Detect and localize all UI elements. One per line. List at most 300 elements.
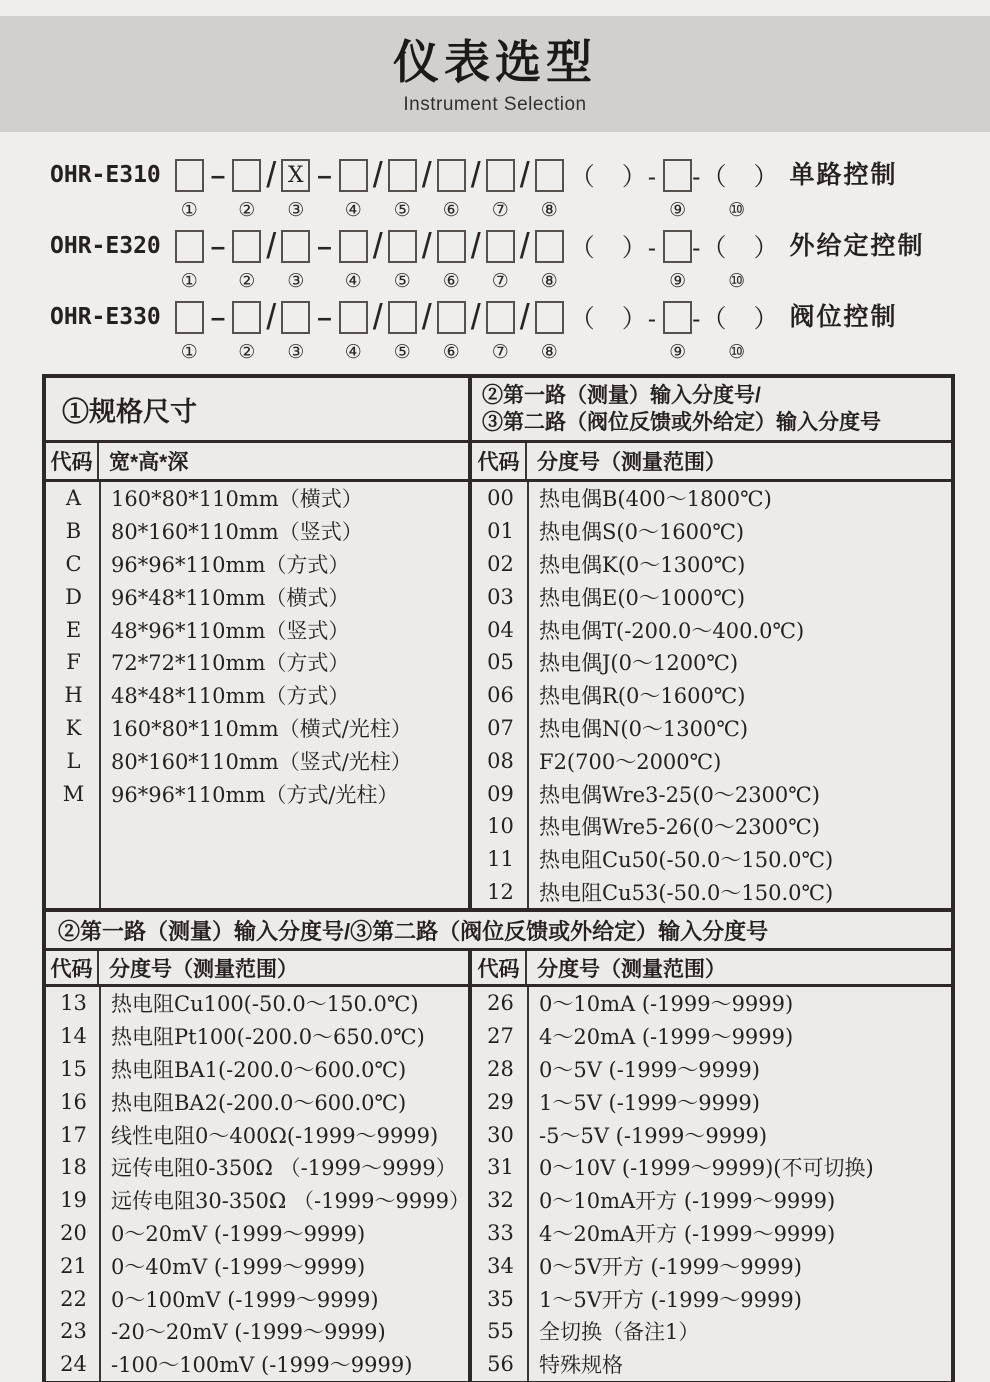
circled-number: ⑦: [491, 270, 509, 292]
code-cell: 26: [487, 991, 514, 1016]
title-banner: [0, 16, 990, 132]
table-row: [472, 777, 951, 810]
separator-column: [368, 225, 388, 294]
description-cell: 72*72*110mm（方式）: [111, 651, 350, 676]
separator-column: [310, 158, 338, 223]
model-name-column: [50, 158, 175, 223]
code-cell: E: [65, 617, 82, 642]
code-cell: 06: [487, 683, 514, 708]
table-row: [472, 1020, 951, 1053]
description-cell: 特殊规格: [539, 1353, 623, 1378]
code-cell: 33: [487, 1220, 514, 1245]
dash-paren-separator: -（ ）: [692, 163, 780, 191]
description-cell: 160*80*110mm（横式/光柱）: [111, 716, 412, 741]
description-cell: 热电阻BA2(-200.0～600.0℃): [111, 1090, 407, 1115]
table2-body: [46, 987, 951, 1381]
dash-separator: –: [317, 301, 332, 332]
model-name: OHR-E320: [50, 233, 161, 259]
code-cell: 03: [487, 584, 514, 609]
table2-header: ②第一路（测量）输入分度号/③第二路（阀位反馈或外给定）输入分度号: [46, 912, 951, 951]
code-box: [486, 230, 515, 263]
description-cell: 线性电阻0～400Ω(-1999～9999): [111, 1123, 439, 1148]
slash-separator: /: [519, 296, 530, 337]
code-cell: 20: [60, 1220, 87, 1245]
column-header-range: 分度号（测量范围）: [99, 951, 472, 984]
code-box: [663, 159, 692, 192]
description-cell: 80*160*110mm（竖式/光柱）: [111, 749, 412, 774]
table-row: [46, 1151, 468, 1184]
code-position-3: [281, 229, 310, 294]
circled-number: ⑥: [442, 199, 460, 221]
code-box: [535, 230, 564, 263]
table1-body: [46, 482, 951, 908]
table2-column-header: [46, 951, 951, 987]
circled-number: ⑨: [669, 199, 687, 221]
table-row: [472, 679, 951, 712]
code-cell: 11: [487, 847, 514, 872]
model-type-label: 阀位控制: [789, 303, 898, 331]
table-row: [46, 482, 468, 515]
description-cell: 远传电阻0-350Ω （-1999～9999）: [111, 1156, 457, 1181]
code-position-7: [486, 158, 515, 223]
code-box: [535, 301, 564, 334]
model-label-column: [779, 158, 897, 223]
circled-number: ②: [238, 341, 256, 363]
code-box-x: [281, 301, 310, 334]
code-cell: 29: [487, 1089, 514, 1114]
table1-left-half: [46, 482, 472, 908]
table-row: [472, 1217, 951, 1250]
description-cell: 96*96*110mm（方式）: [111, 552, 350, 577]
code-cell: 00: [487, 486, 514, 511]
code-cell: 27: [487, 1024, 514, 1049]
code-cell: 10: [487, 814, 514, 839]
description-cell: 热电阻BA1(-200.0～600.0℃): [111, 1057, 407, 1082]
slash-separator: /: [421, 154, 432, 195]
circled-number: ⑤: [393, 270, 411, 292]
table1-column-header: [46, 443, 951, 482]
table-row: [472, 843, 951, 876]
description-cell: 0～5V (-1999～9999): [539, 1057, 760, 1082]
description-cell: 远传电阻30-350Ω （-1999～9999）: [111, 1189, 470, 1214]
circled-number: ⑥: [442, 341, 460, 363]
description-cell: 0～10mA开方 (-1999～9999): [539, 1189, 836, 1214]
circled-number: ①: [180, 270, 198, 292]
code-box: [175, 230, 204, 263]
code-cell: 08: [487, 748, 514, 773]
circled-number: ⑩: [728, 270, 746, 292]
table-row: [46, 1085, 468, 1118]
code-box: [437, 159, 466, 192]
slash-separator: /: [372, 225, 383, 266]
code-cell: 18: [60, 1155, 87, 1180]
code-cell: 56: [487, 1352, 514, 1377]
table-row: [472, 1315, 951, 1348]
dash-paren-separator: -（ ）: [692, 305, 780, 333]
table-row: [46, 1053, 468, 1086]
code-cell: C: [65, 551, 82, 576]
separator-column: [564, 158, 663, 223]
table-row: [472, 1151, 951, 1184]
code-box: [535, 159, 564, 192]
table-row: [472, 744, 951, 777]
code-cell: 07: [487, 715, 514, 740]
slash-separator: /: [372, 296, 383, 337]
model-line: [50, 154, 970, 229]
description-cell: 48*96*110mm（竖式）: [111, 618, 350, 643]
table-row: [472, 810, 951, 843]
description-cell: 热电阻Cu50(-50.0～150.0℃): [539, 848, 834, 873]
table1-header-right-line1: ②第一路（测量）输入分度号/: [482, 384, 761, 407]
table-row: [46, 1249, 468, 1282]
description-cell: 48*48*110mm（方式）: [111, 684, 350, 709]
circled-number: ②: [238, 199, 256, 221]
separator-column: [204, 300, 232, 365]
spec-table-2: [42, 908, 955, 1382]
code-box: [437, 301, 466, 334]
model-label-column: [779, 229, 924, 294]
code-box: [339, 159, 368, 192]
code-box: [232, 159, 261, 192]
description-cell: 热电偶S(0～1600℃): [539, 520, 745, 545]
code-box: [232, 230, 261, 263]
separator-column: [261, 154, 281, 223]
separator-column: [417, 296, 437, 365]
circled-number: ④: [344, 199, 362, 221]
description-cell: 热电阻Cu100(-50.0～150.0℃): [111, 992, 419, 1017]
description-cell: 热电偶K(0～1300℃): [539, 552, 746, 577]
table1-header-right: [472, 378, 951, 440]
circled-number: ⑧: [540, 270, 558, 292]
circled-number: ①: [180, 341, 198, 363]
code-box: [388, 230, 417, 263]
code-box: [232, 301, 261, 334]
table-row: [46, 777, 468, 810]
circled-number: ⑦: [491, 341, 509, 363]
description-cell: 热电偶J(0～1200℃): [539, 651, 739, 676]
dash-separator: –: [317, 230, 332, 261]
table-row: [46, 987, 468, 1020]
column-header-code: 代码: [472, 443, 527, 479]
code-position-3: [281, 158, 310, 223]
code-cell: 31: [487, 1155, 514, 1180]
table-row: [472, 482, 951, 515]
table-row: [472, 1249, 951, 1282]
description-cell: 1～5V (-1999～9999): [539, 1090, 760, 1115]
description-cell: 热电阻Cu53(-50.0～150.0℃): [539, 880, 834, 905]
table-row: [46, 515, 468, 548]
model-code-lines: [50, 154, 970, 371]
code-position-5: [388, 158, 417, 223]
table-row: [46, 679, 468, 712]
spec-table-1: [42, 374, 955, 912]
slash-separator: /: [519, 154, 530, 195]
table-row: [472, 515, 951, 548]
separator-column: [515, 225, 535, 294]
description-cell: 96*96*110mm（方式/光柱）: [111, 782, 399, 807]
code-position-2: [232, 229, 261, 294]
table-row: [46, 1282, 468, 1315]
table-row: [46, 1315, 468, 1348]
description-cell: -5～5V (-1999～9999): [539, 1123, 768, 1148]
code-cell: 05: [487, 650, 514, 675]
description-cell: 热电阻Pt100(-200.0～650.0℃): [111, 1025, 425, 1050]
code-position-9: [663, 229, 692, 294]
separator-column: [261, 225, 281, 294]
code-position-9: [663, 158, 692, 223]
code-cell: H: [64, 683, 83, 708]
separator-column: [466, 154, 486, 223]
model-label-column: [779, 300, 897, 365]
description-cell: 全切换（备注1）: [539, 1320, 700, 1345]
model-line: [50, 296, 970, 371]
table-row: [472, 712, 951, 745]
dash-separator: –: [210, 230, 226, 261]
model-name: OHR-E330: [50, 304, 161, 330]
circled-number: ④: [344, 341, 362, 363]
code-position-2: [232, 158, 261, 223]
table-row: [46, 744, 468, 777]
code-cell: 19: [60, 1188, 87, 1213]
code-cell: 30: [487, 1122, 514, 1147]
code-cell: K: [65, 715, 82, 740]
description-cell: -20～20mV (-1999～9999): [111, 1320, 386, 1345]
code-position-6: [437, 158, 466, 223]
code-cell: 32: [487, 1188, 514, 1213]
code-position-10: [692, 300, 779, 365]
column-header-range: 分度号（测量范围）: [537, 451, 726, 474]
table1-header-right-line2: ③第二路（阀位反馈或外给定）输入分度号: [482, 411, 881, 434]
separator-column: [515, 296, 535, 365]
description-cell: 热电偶E(0～1000℃): [539, 585, 746, 610]
table-row: [46, 1118, 468, 1151]
paren-dash-separator: （ ）-: [569, 305, 658, 333]
code-position-6: [437, 229, 466, 294]
separator-column: [310, 300, 338, 365]
code-cell: B: [65, 519, 82, 544]
model-name: OHR-E310: [50, 162, 161, 188]
code-cell: 14: [60, 1024, 87, 1049]
code-cell: 22: [60, 1286, 87, 1311]
code-cell: 16: [60, 1089, 87, 1114]
table1-header: [46, 378, 951, 443]
code-cell: 35: [487, 1286, 514, 1311]
circled-number: ⑧: [540, 199, 558, 221]
slash-separator: /: [421, 296, 432, 337]
code-cell: 09: [487, 781, 514, 806]
separator-column: [466, 296, 486, 365]
column-divider: [99, 987, 101, 1381]
separator-column: [417, 154, 437, 223]
code-position-8: [535, 229, 564, 294]
description-cell: 热电偶Wre3-25(0～2300℃): [539, 782, 820, 807]
circled-number: ④: [344, 270, 362, 292]
code-cell: 04: [487, 617, 514, 642]
code-cell: 21: [60, 1253, 87, 1278]
code-position-4: [339, 300, 368, 365]
model-name-column: [50, 229, 175, 294]
code-position-7: [486, 300, 515, 365]
column-header-code: 代码: [472, 951, 527, 984]
dash-separator: –: [210, 159, 226, 190]
code-cell: 13: [60, 991, 87, 1016]
description-cell: 4～20mA (-1999～9999): [539, 1025, 794, 1050]
table-row: [472, 987, 951, 1020]
code-cell: A: [65, 486, 82, 511]
code-cell: M: [62, 781, 85, 806]
table-row: [46, 646, 468, 679]
dash-paren-separator: -（ ）: [692, 234, 780, 262]
code-position-6: [437, 300, 466, 365]
table-row: [472, 548, 951, 581]
column-divider: [527, 482, 529, 908]
code-cell: 55: [487, 1319, 514, 1344]
description-cell: 96*48*110mm（横式）: [111, 585, 350, 610]
column-header-dimensions: 宽*高*深: [99, 443, 472, 479]
model-type-label: 单路控制: [789, 161, 898, 189]
paren-dash-separator: （ ）-: [569, 234, 658, 262]
code-position-5: [388, 300, 417, 365]
dash-separator: –: [210, 301, 226, 332]
table-row: [472, 1053, 951, 1086]
table-row: [472, 1085, 951, 1118]
separator-column: [466, 225, 486, 294]
description-cell: 热电偶Wre5-26(0～2300℃): [539, 815, 820, 840]
separator-column: [564, 229, 663, 294]
circled-number: ⑩: [728, 199, 746, 221]
circled-number: ⑦: [491, 199, 509, 221]
table-row: [472, 1184, 951, 1217]
dash-separator: –: [317, 159, 332, 190]
table-row: [472, 646, 951, 679]
model-name-column: [50, 300, 175, 365]
circled-number: ①: [180, 199, 198, 221]
table-row: [46, 1217, 468, 1250]
circled-number: ③: [287, 270, 305, 292]
code-box: [486, 301, 515, 334]
description-cell: 热电偶T(-200.0～400.0℃): [539, 618, 805, 643]
model-type-label: 外给定控制: [789, 232, 925, 260]
code-box: [339, 230, 368, 263]
description-cell: 160*80*110mm（横式）: [111, 487, 363, 512]
slash-separator: /: [519, 225, 530, 266]
code-position-10: [692, 229, 779, 294]
code-cell: 28: [487, 1056, 514, 1081]
table-row: [472, 613, 951, 646]
slash-separator: /: [470, 296, 481, 337]
table-row: [46, 580, 468, 613]
code-position-1: [175, 300, 204, 365]
table-row: [46, 712, 468, 745]
circled-number: ②: [238, 270, 256, 292]
model-line: [50, 225, 970, 300]
description-cell: 热电偶N(0～1300℃): [539, 716, 749, 741]
circled-number: ③: [287, 199, 305, 221]
code-cell: 01: [487, 519, 514, 544]
table-row: [46, 548, 468, 581]
column-divider: [99, 482, 101, 908]
slash-separator: /: [470, 154, 481, 195]
separator-column: [368, 296, 388, 365]
code-cell: L: [66, 748, 81, 773]
code-position-9: [663, 300, 692, 365]
code-cell: 24: [60, 1352, 87, 1377]
code-cell: 17: [60, 1122, 87, 1147]
code-position-7: [486, 229, 515, 294]
code-box: [486, 159, 515, 192]
separator-column: [417, 225, 437, 294]
code-cell: D: [65, 584, 82, 609]
separator-column: [515, 154, 535, 223]
slash-separator: /: [266, 154, 277, 195]
table-row: [46, 1020, 468, 1053]
code-position-10: [692, 158, 779, 223]
separator-column: [261, 296, 281, 365]
code-position-4: [339, 229, 368, 294]
code-position-2: [232, 300, 261, 365]
code-position-3: [281, 300, 310, 365]
code-position-5: [388, 229, 417, 294]
separator-column: [564, 300, 663, 365]
code-cell: 34: [487, 1253, 514, 1278]
code-cell: F: [66, 650, 81, 675]
column-header-code: 代码: [46, 951, 99, 984]
table2-left-half: [46, 987, 472, 1381]
circled-number: ⑧: [540, 341, 558, 363]
circled-number: ③: [287, 341, 305, 363]
slash-separator: /: [372, 154, 383, 195]
code-box: [663, 301, 692, 334]
slash-separator: /: [470, 225, 481, 266]
description-cell: -100～100mV (-1999～9999): [111, 1353, 413, 1378]
separator-column: [204, 229, 232, 294]
code-box: [175, 301, 204, 334]
page-subtitle: Instrument Selection: [403, 94, 587, 115]
code-position-4: [339, 158, 368, 223]
separator-column: [310, 229, 338, 294]
description-cell: 0～10mA (-1999～9999): [539, 992, 794, 1017]
code-box-x: X: [281, 159, 310, 192]
code-position-1: [175, 229, 204, 294]
table-row: [46, 1348, 468, 1381]
description-cell: 0～100mV (-1999～9999): [111, 1287, 379, 1312]
column-header-code: 代码: [46, 443, 99, 479]
description-cell: 80*160*110mm（竖式）: [111, 520, 363, 545]
table-row: [472, 580, 951, 613]
code-box: [339, 301, 368, 334]
circled-number: ⑤: [393, 341, 411, 363]
column-header-range: 分度号（测量范围）: [537, 957, 726, 981]
table2-right-half: [472, 987, 951, 1381]
code-box: [437, 230, 466, 263]
description-cell: 4～20mA开方 (-1999～9999): [539, 1221, 836, 1246]
separator-column: [368, 154, 388, 223]
table1-header-left: ①规格尺寸: [46, 378, 472, 440]
paren-dash-separator: （ ）-: [569, 163, 658, 191]
code-cell: 12: [487, 879, 514, 904]
table-row: [472, 1118, 951, 1151]
description-cell: 1～5V开方 (-1999～9999): [539, 1287, 802, 1312]
description-cell: 0～20mV (-1999～9999): [111, 1221, 366, 1246]
column-divider: [527, 987, 529, 1381]
circled-number: ⑥: [442, 270, 460, 292]
slash-separator: /: [421, 225, 432, 266]
table1-right-half: [472, 482, 951, 908]
description-cell: 热电偶R(0～1600℃): [539, 684, 746, 709]
code-cell: 23: [60, 1319, 87, 1344]
code-box: [175, 159, 204, 192]
code-box: [388, 301, 417, 334]
